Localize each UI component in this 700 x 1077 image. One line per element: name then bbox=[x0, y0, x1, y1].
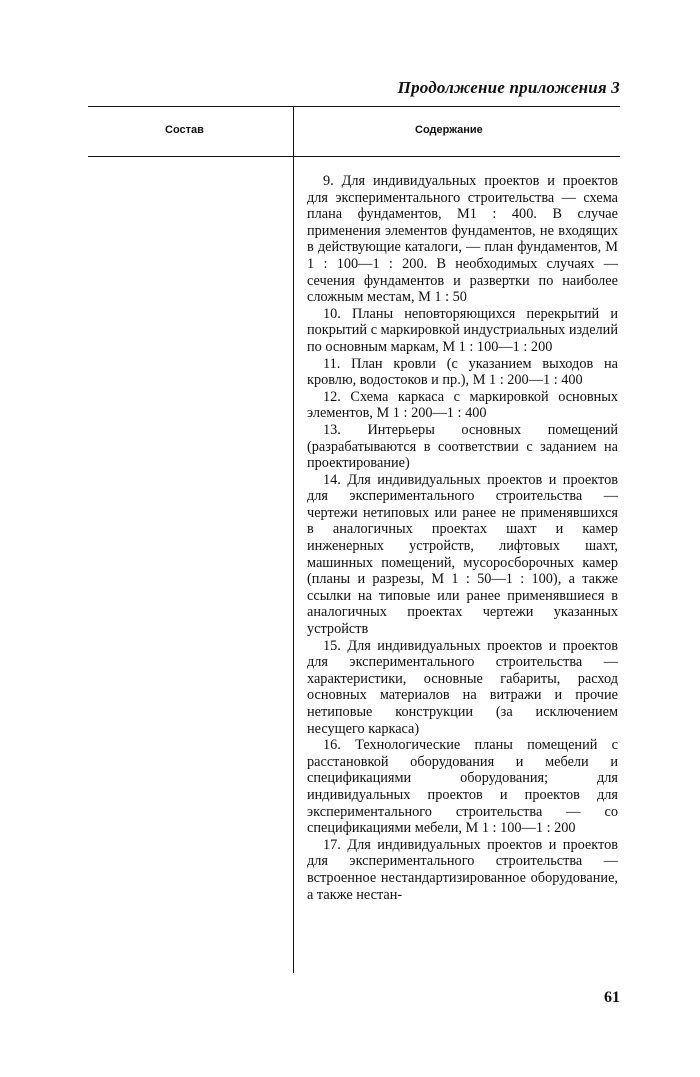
table-entry-11: 11. План кровли (с указанием выходов на кровлю, водостоков и пр.), М 1 : 200—1 : 400 bbox=[307, 355, 618, 389]
column-header-composition: Состав bbox=[165, 124, 204, 136]
table-entry-12: 12. Схема каркаса с маркировкой основных элементов, М 1 : 200—1 : 400 bbox=[307, 388, 618, 422]
table-entry-14: 14. Для индивидуальных проектов и проектов для экспериментального строительства — чертежи нетиповых или ранее не применявшихся в аналогичных проектах шахт и камер инженерных устройств, лифтовых шахт, машинных помещений, мусоросборочных камер (планы и разрезы, М 1 : 50—1 : 100), а также ссылки на типовые или ранее применявшиеся в аналогичных проектах чертежи указанных устройств bbox=[307, 471, 618, 638]
table-entry-13: 13. Интерьеры основных помещений (разрабатываются в соответствии с заданием на проектирование) bbox=[307, 421, 618, 472]
table-entry-10: 10. Планы неповторяющихся перекрытий и покрытий с маркировкой индустриальных изделий по основным маркам, М 1 : 100—1 : 200 bbox=[307, 305, 618, 355]
table-entry-15: 15. Для индивидуальных проектов и проектов для экспериментального строительства — характеристики, основные габариты, расход основных материалов на витражи и прочие нетиповые конструкции (за исключением несущего каркаса) bbox=[307, 637, 618, 737]
content-column bbox=[307, 173, 618, 903]
column-header-content: Содержание bbox=[415, 124, 483, 136]
page-number: 61 bbox=[604, 989, 620, 1006]
table-entry-9: 9. Для индивидуальных проектов и проектов для экспериментального строительства — схема плана фундаментов, М1 : 400. В случае применения элементов фундаментов, не входящих в действующие каталоги, — план фундаментов, М 1 : 100—1 : 200. В необходимых случаях — сечения фундаментов и развертки по наиболее сложным местам, М 1 : 50 bbox=[307, 173, 618, 306]
table-header-rule bbox=[88, 156, 620, 157]
table-entry-16: 16. Технологические планы помещений с расстановкой оборудования и мебели и спецификациями оборудования; для индивидуальных проектов и проектов для экспериментального строительства — со спецификациями мебели, М 1 : 100—1 : 200 bbox=[307, 737, 618, 837]
table-entry-17: 17. Для индивидуальных проектов и проектов для экспериментального строительства — встроенное нестандартизированное оборудование, а также нестан- bbox=[307, 836, 618, 903]
table-top-rule bbox=[88, 106, 620, 107]
column-divider bbox=[293, 107, 294, 973]
running-head: Продолжение приложения 3 bbox=[397, 78, 620, 97]
